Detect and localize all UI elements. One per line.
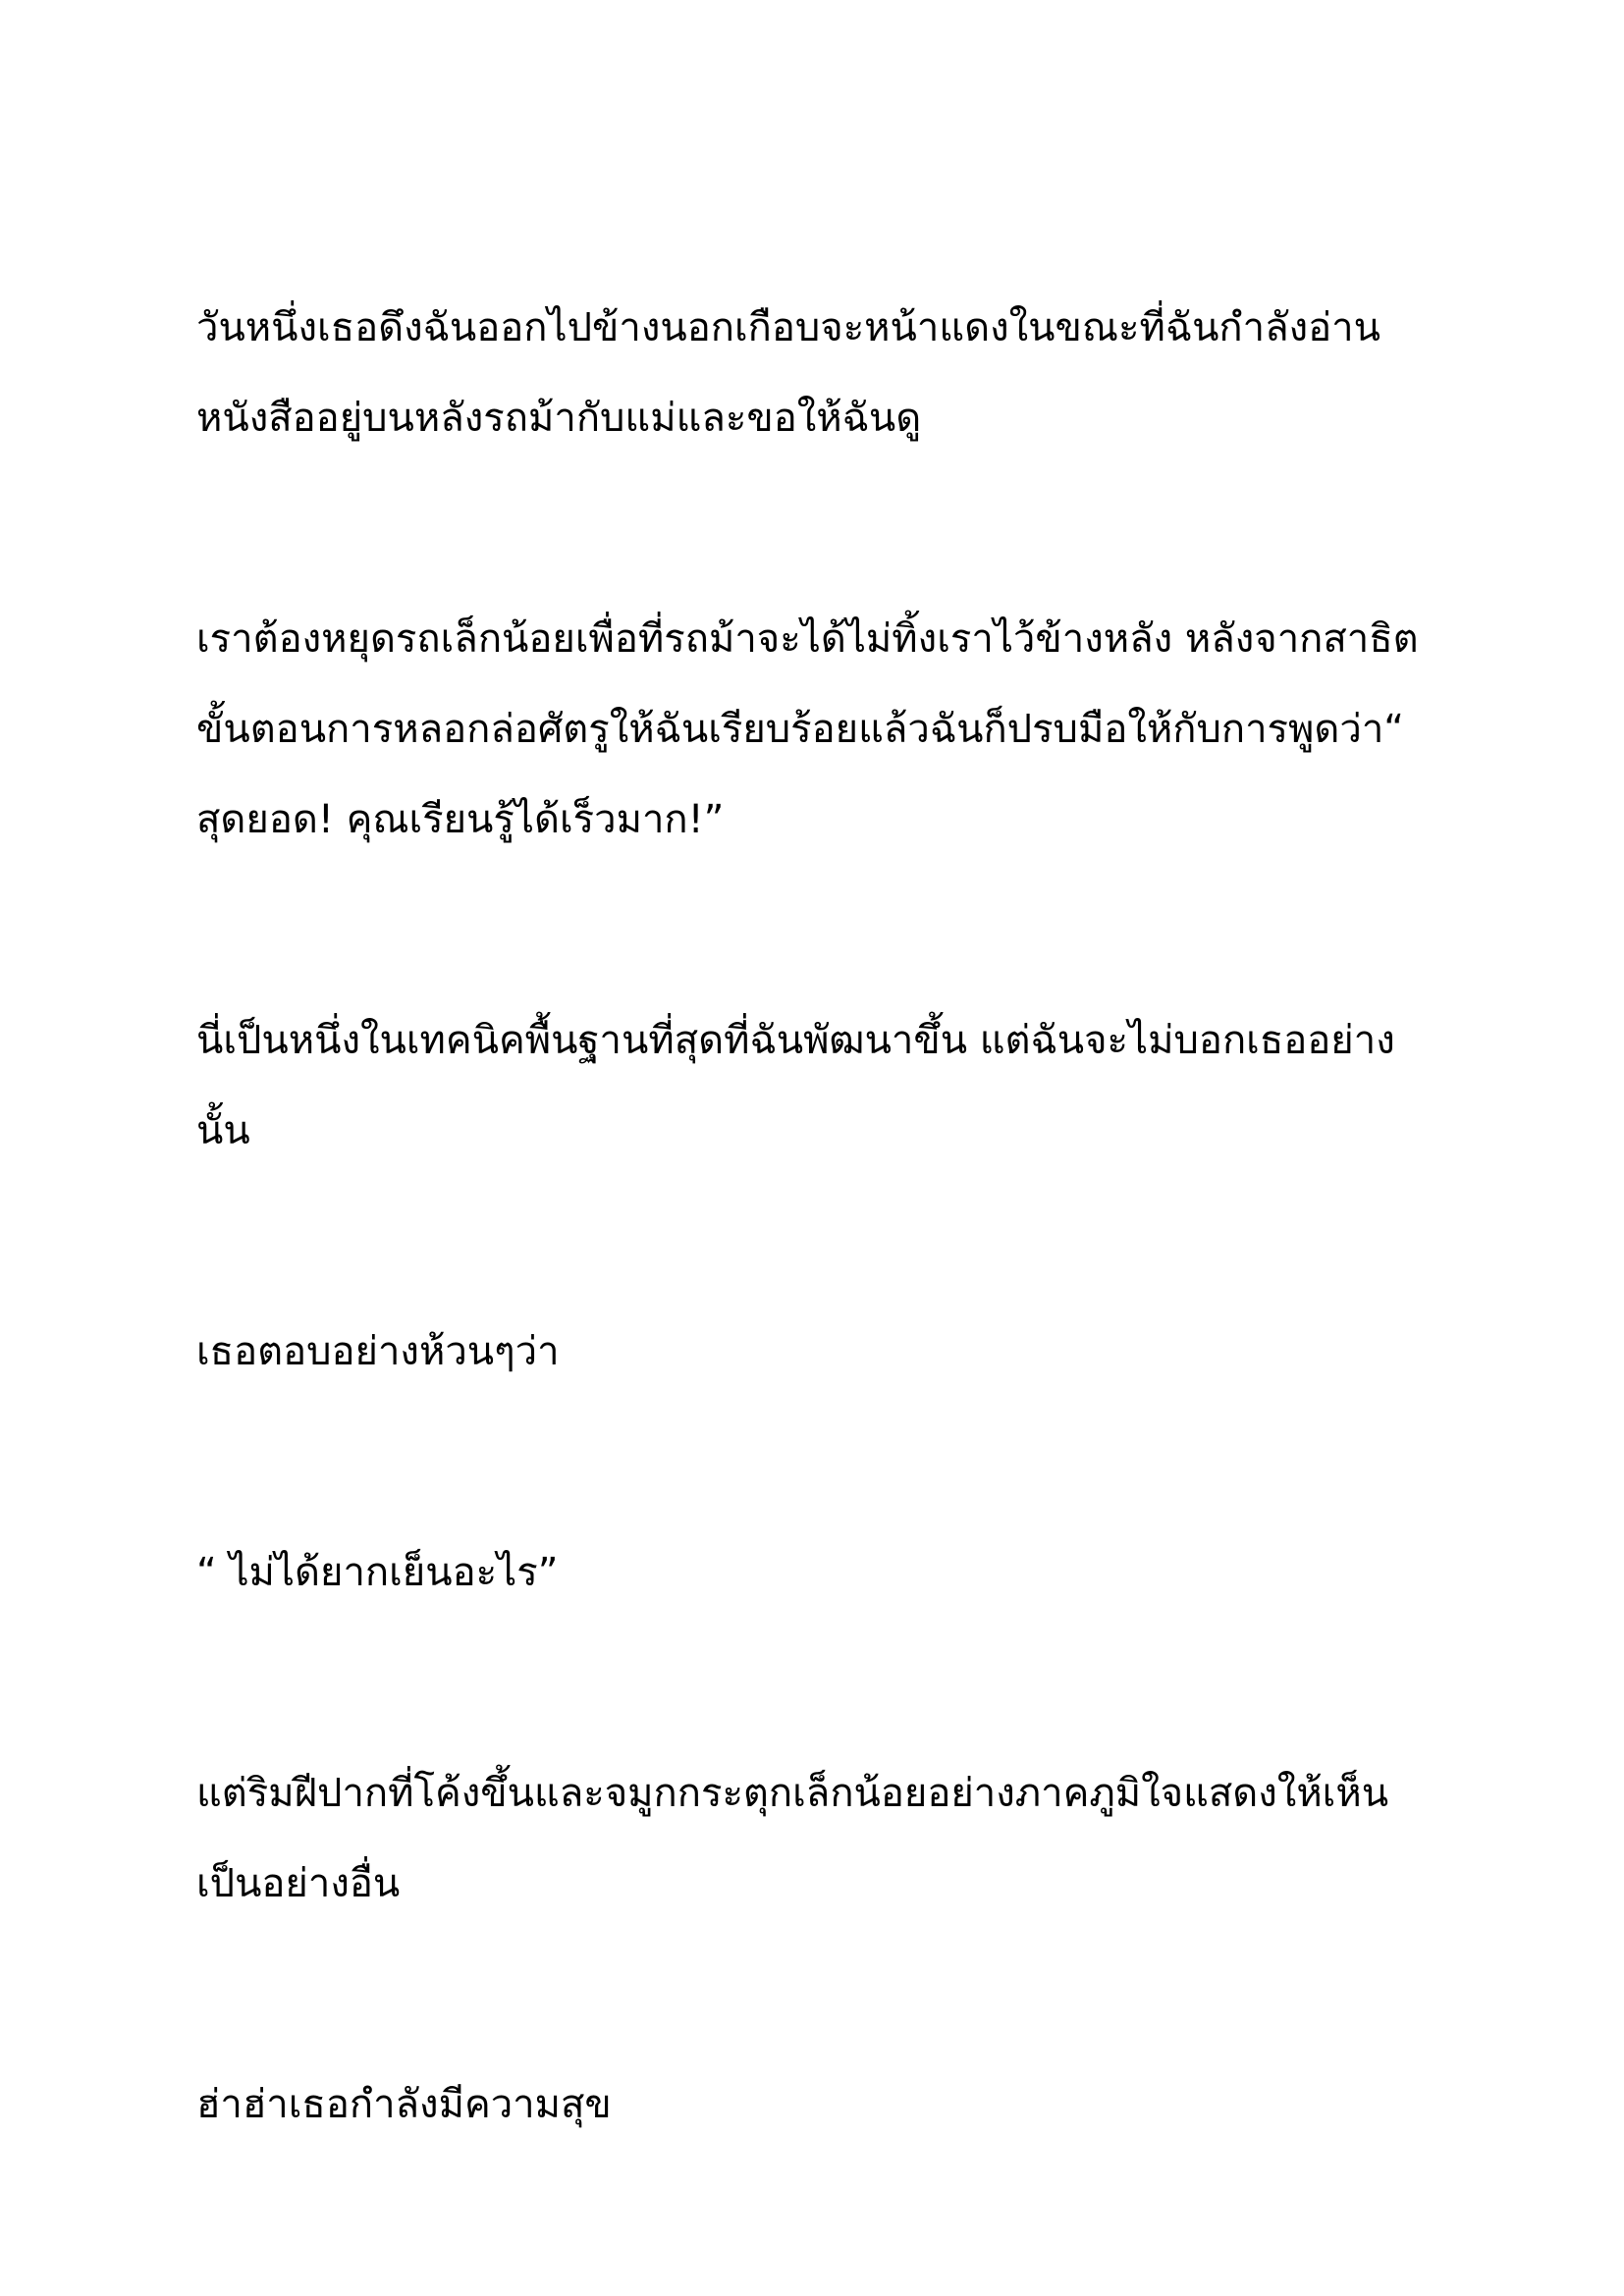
paragraph: เธอตอบอย่างห้วนๆว่า <box>196 1329 560 1374</box>
paragraph: วันหนึ่งเธอดึงฉันออกไปข้างนอกเกือบจะหน้าแดงในขณะที่ฉันกำลังอ่านหนังสืออยู่บนหลังรถม้ากับแม่และขอให้ฉันดู <box>196 305 1380 441</box>
text-content <box>196 283 1434 2150</box>
paragraph: นี่เป็นหนึ่งในเทคนิคพื้นฐานที่สุดที่ฉันพัฒนาขึ้น แต่ฉันจะไม่บอกเธออย่างนั้น <box>196 1018 1395 1153</box>
paragraph: “ ไม่ได้ยากเย็นอะไร” <box>196 1550 559 1595</box>
paragraph: ฮ่าฮ่าเธอกำลังมีความสุข <box>196 2082 612 2127</box>
paragraph: แต่ริมฝีปากที่โค้งขึ้นและจมูกกระตุกเล็กน้อยอย่างภาคภูมิใจแสดงให้เห็นเป็นอย่างอื่น <box>196 1771 1389 1906</box>
paragraph: เราต้องหยุดรถเล็กน้อยเพื่อที่รถม้าจะได้ไม่ทิ้งเราไว้ข้างหลัง หลังจากสาธิตขั้นตอนการหลอกล่อศัตรูให้ฉันเรียบร้อยแล้วฉันก็ปรบมือให้กับการพูดว่า“ สุดยอด! คุณเรียนรู้ได้เร็วมาก!” <box>196 616 1419 842</box>
